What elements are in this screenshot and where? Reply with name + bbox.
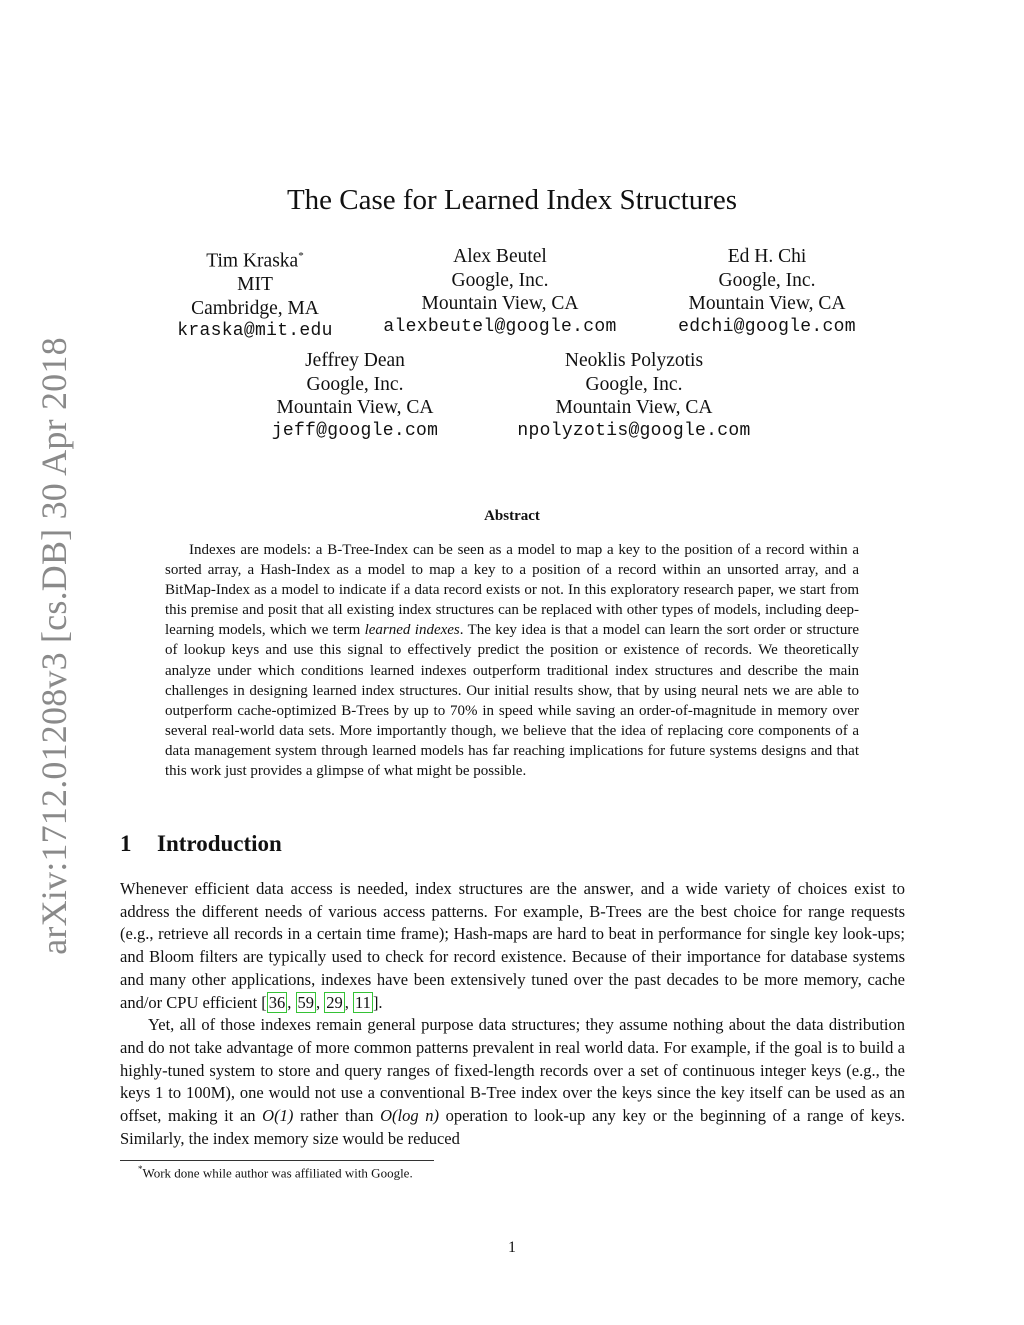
author-block	[145, 245, 365, 344]
author-email: alexbeutel@google.com	[383, 316, 617, 337]
author-email: edchi@google.com	[678, 316, 856, 337]
section-number: 1	[120, 831, 132, 856]
section-heading	[120, 831, 282, 857]
arxiv-identifier-stamp: arXiv:1712.01208v3 [cs.DB] 30 Apr 2018	[34, 337, 74, 955]
math-expression: O(1)	[262, 1106, 294, 1126]
author-email: kraska@mit.edu	[177, 321, 333, 341]
author-location: Mountain View, CA	[688, 293, 846, 314]
footnote-divider	[120, 1160, 434, 1161]
paragraph: Yet, all of those indexes remain general purpose data structures; they assume nothing about the data distribution and do not take advantage of more common patterns prevalent in real world data. For example, if the goal is to build a highly-tuned system to store and query ranges of fixed-length records over a set of continuous integer keys (e.g., the keys 1 to 100M), one would not use a conventional B-Tree index over the keys since the key itself can be used as an offset, making it an O(1) rather than O(log n) operation to look-up any key or the beginning of a range of keys. Similarly, the index memory size would be reduced	[120, 1015, 905, 1148]
paper-title: The Case for Learned Index Structures	[286, 184, 738, 216]
citation-link[interactable]: 59	[297, 992, 315, 1012]
author-location: Mountain View, CA	[421, 293, 579, 314]
author-email: npolyzotis@google.com	[517, 420, 751, 441]
author-affiliation: Google, Inc.	[718, 269, 816, 291]
author-name: Neoklis Polyzotis	[564, 350, 704, 371]
author-location: Cambridge, MA	[191, 297, 319, 319]
paragraph: Whenever efficient data access is needed, index structures are the answer, and a wide variety of choices exist to address the different needs of various access patterns. For example, B-Trees are the best choice for range requests (e.g., retrieve all records in a certain time frame); Hash-maps are hard to beat in performance for single key look-ups; and Bloom filters are typically used to check for record existence. Because of their importance for database systems and many other applications, indexes have been extensively tuned over the past decades to be more memory, cache and/or CPU efficient [ 36 , 59 , 29 , 11 ].	[120, 879, 905, 1012]
abstract-body	[165, 540, 859, 781]
author-block	[652, 245, 882, 339]
author-block	[245, 349, 465, 443]
author-name: Jeffrey Dean	[305, 350, 405, 371]
author-name: Alex Beutel	[453, 246, 547, 267]
author-affiliation: Google, Inc.	[306, 373, 404, 395]
section-body	[120, 878, 905, 1150]
author-name: Ed H. Chi	[727, 246, 807, 267]
author-block	[498, 349, 770, 443]
author-block	[360, 245, 640, 339]
page-number: 1	[508, 1239, 516, 1256]
author-affiliation: MIT	[237, 274, 273, 295]
author-affiliation: Google, Inc.	[451, 269, 549, 291]
citation-link[interactable]: 11	[355, 992, 371, 1012]
author-location: Mountain View, CA	[555, 397, 713, 418]
math-expression: O(log n)	[380, 1106, 439, 1126]
section-title: Introduction	[157, 831, 282, 856]
citation-link[interactable]: 36	[268, 992, 286, 1012]
author-affiliation: Google, Inc.	[585, 373, 683, 395]
author-location: Mountain View, CA	[276, 397, 434, 418]
emphasis-term: learned indexes	[364, 622, 460, 639]
footnote-marker: *	[298, 250, 304, 262]
author-email: jeff@google.com	[271, 420, 439, 441]
footnote-marker: *	[138, 1164, 143, 1174]
citation-link[interactable]: 29	[326, 992, 343, 1012]
abstract-heading: Abstract	[484, 508, 540, 524]
abstract-paragraph: Indexes are models: a B-Tree-Index can be seen as a model to map a key to the position of a record within a sorted array, a Hash-Index as a model to map a key to a position of a record within an unsorted array, and a BitMap-Index as a model to indicate if a data record exists or not. In this exploratory research paper, we start from this premise and posit that all existing index structures can be replaced with other types of models, including deep-learning models, which we term learned indexes. The key idea is that a model can learn the sort order or structure of lookup keys and use this signal to effectively predict the position or existence of records. We theoretically analyze under which conditions learned indexes outperform traditional index structures and describe the main challenges in designing learned index structures. Our initial results show, that by using neural nets we are able to outperform cache-optimized B-Trees by up to 70% in speed while saving an order-of-magnitude in memory over several real-world data sets. More importantly though, we believe that the idea of replacing core components of a data management system through learned models has far reaching implications for future systems designs and that this work just provides a glimpse of what might be possible.	[165, 542, 859, 780]
author-name: Tim Kraska*	[206, 250, 304, 272]
footnote: *Work done while author was affiliated with Google.	[138, 1164, 413, 1181]
